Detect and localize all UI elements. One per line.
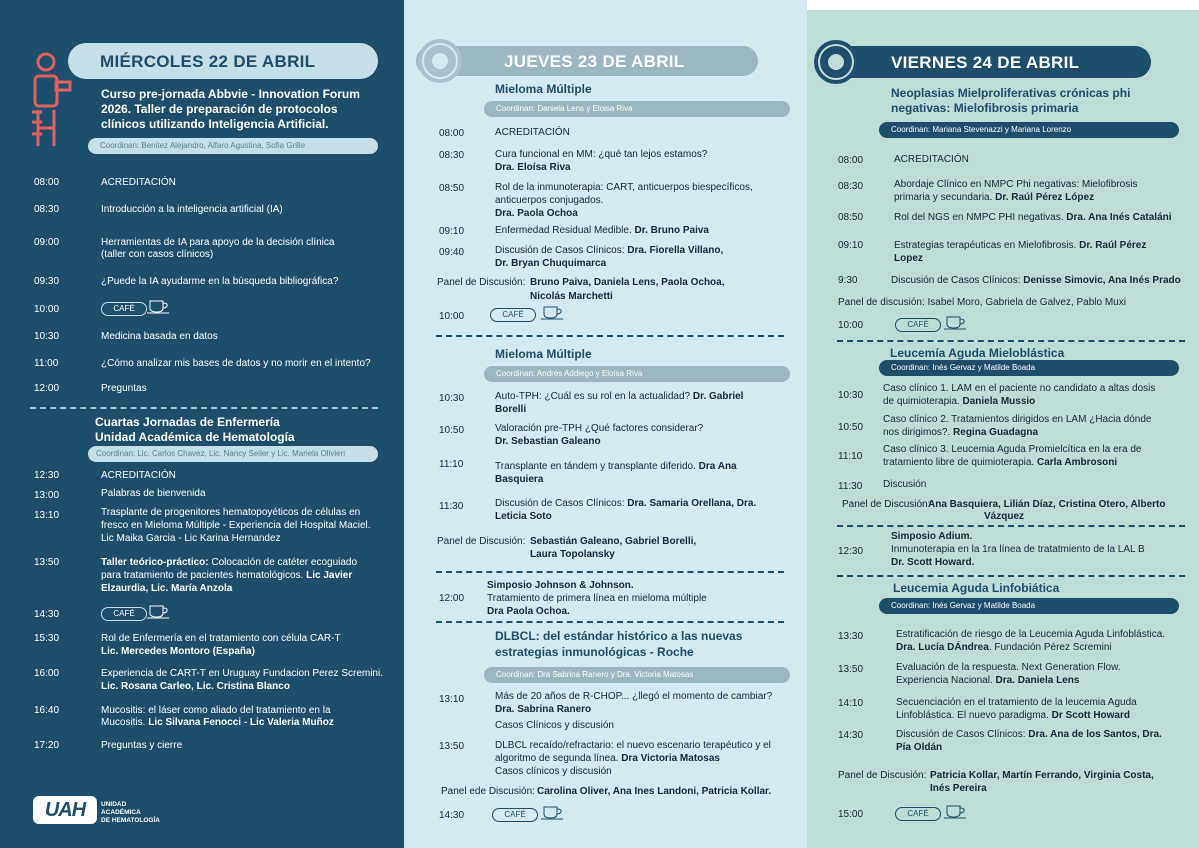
session-text: Mucositis: el láser como aliado del tratamiento en la	[101, 705, 331, 716]
wednesday-column	[0, 0, 404, 848]
time: 08:00	[439, 128, 465, 139]
speaker: Dra. Lucía DÁndrea	[896, 642, 989, 653]
logo-text-1: UNIDAD	[101, 801, 127, 808]
session-text: Casos Clínicos y discusión	[495, 720, 614, 731]
speaker: Dr. Gabriel	[690, 391, 744, 402]
speaker: Borelli	[495, 404, 527, 415]
time: 13:00	[34, 490, 60, 501]
session-text	[101, 557, 357, 570]
time: 08:50	[838, 212, 864, 223]
symposium-title: Simposio Adium.	[891, 531, 973, 542]
time: 10:50	[439, 425, 465, 436]
session-text: Lic Maika Garcia - Lic Karina Hernandez	[101, 533, 281, 544]
uah-logo: UAH	[33, 796, 97, 824]
session-text: algoritmo de segunda línea.	[495, 753, 619, 764]
divider	[837, 340, 1185, 342]
session-text: Herramientas de IA para apoyo de la decisión clínica	[101, 237, 335, 248]
time: 08:00	[838, 155, 864, 166]
session-text: DLBCL recaído/refractario: el nuevo escenario terapéutico y el	[495, 740, 771, 751]
session-text: Discusión de Casos Clínicos:	[891, 275, 1021, 286]
panel-members: Patricia Kollar, Martín Ferrando, Virginia Costa,	[930, 770, 1154, 781]
session-text	[896, 729, 1162, 742]
time: 09:30	[34, 276, 60, 287]
session-text: ¿Puede la IA ayudarme en la búsqueda bibliográfica?	[101, 276, 339, 287]
session-text: Medicina basada en datos	[101, 331, 218, 342]
session-text: Caso clínico 3. Leucemia Aguda Promielcítica en la era de	[883, 444, 1142, 455]
divider	[436, 335, 784, 337]
speaker: Lic Silvana Fenocci - Lic Valeria Muñoz	[145, 717, 334, 728]
session-text: Enfermedad Residual Medible.	[495, 225, 632, 236]
coordinators: Coordinan: Daniela Lens y Eloisa Riva	[496, 104, 633, 113]
session-text: Discusión de Casos Clínicos:	[495, 498, 625, 509]
speaker: Dra. Ana Inés Cataláni	[1063, 212, 1172, 223]
session-text	[896, 710, 1130, 723]
speaker: Lic Javier	[303, 570, 353, 581]
time: 09:00	[34, 237, 60, 248]
panel-members: Inés Pereira	[930, 783, 987, 794]
panel-label: Panel ede Discusión:	[441, 786, 535, 797]
time: 16:40	[34, 705, 60, 716]
time: 9:30	[838, 275, 858, 286]
session-text: ACREDITACIÓN	[894, 154, 969, 165]
speaker: Leticia Soto	[495, 511, 552, 522]
session-text: tratamiento libre de quimioterapia.	[883, 457, 1035, 468]
section-title: negativas: Mielofibrosis primaria	[891, 101, 1079, 115]
speaker: Basquiera	[495, 474, 544, 485]
day-title: JUEVES 23 DE ABRIL	[504, 52, 685, 71]
time: 13:50	[439, 741, 465, 752]
time: 11:10	[838, 451, 863, 462]
panel-discussion	[838, 297, 1126, 310]
course-title-3: clínicos utilizando Inteligencia Artificial.	[101, 117, 329, 131]
speaker: Dr Scott Howard	[1048, 710, 1130, 721]
session-text: ¿Cómo analizar mis bases de datos y no morir en el intento?	[101, 358, 371, 369]
logo-text-3: DE HEMATOLOGÍA	[101, 817, 160, 824]
time: 10:00	[439, 311, 465, 322]
session-text: Preguntas	[101, 383, 147, 394]
session-text: Valoración pre-TPH ¿Qué factores considerar?	[495, 423, 704, 434]
section-title: DLBCL: del estándar histórico a las nuevas	[495, 629, 743, 643]
time: 15:30	[34, 633, 60, 644]
divider	[436, 621, 784, 623]
divider	[30, 407, 378, 409]
session-text: Linfoblástica. El nuevo paradigma.	[896, 710, 1049, 721]
session-text: Estrategias terapéuticas en Mielofibrosis.	[894, 240, 1077, 251]
session-text: Experiencia de CART-T en Uruguay Fundacion Perez Scremini.	[101, 668, 383, 679]
time: 13:50	[34, 557, 60, 568]
session-text: ACREDITACIÓN	[495, 127, 570, 138]
coordinators: Coordinan: Inés Gervaz y Matilde Boada	[891, 601, 1036, 610]
session-text: Auto-TPH: ¿Cuál es su rol en la actualidad?	[495, 391, 691, 402]
session-text: Evaluación de la respuesta. Next Generation Flow.	[896, 662, 1121, 673]
session-text: Estratificación de riesgo de la Leucemia Aguda Linfoblástica.	[896, 629, 1166, 640]
session-text: . Fundación Pérez Scremini	[988, 642, 1112, 653]
time: 14:30	[34, 609, 60, 620]
speaker: Lic. Rosana Carleo, Lic. Cristina Blanco	[101, 681, 290, 692]
speaker: Lopez	[894, 253, 923, 264]
time: 08:00	[34, 177, 60, 188]
session-text: Abordaje Clínico en NMPC Phi negativas: Mielofibrosis	[894, 179, 1138, 190]
symposium-text: Tratamiento de primera línea en mieloma múltiple	[487, 593, 707, 604]
time: 12:00	[34, 383, 60, 394]
time: 10:30	[838, 390, 864, 401]
session-text: Secuenciación en el tratamiento de la leucemia Aguda	[896, 697, 1137, 708]
workshop-text: para tratamiento de pacientes hematológicos.	[101, 570, 304, 581]
session-text	[896, 642, 1112, 655]
section-title: estrategias inmunológicas - Roche	[495, 645, 694, 659]
session-text: Discusión de Casos Clínicos:	[495, 245, 625, 256]
cafe-badge: CAFÉ	[490, 308, 536, 322]
speaker: Regina Guadagna	[950, 427, 1039, 438]
speaker: Dra. Fiorella Villano,	[624, 245, 724, 256]
session-text: (taller con casos clínicos)	[101, 249, 214, 260]
time: 12:00	[439, 593, 465, 604]
session-text: Caso clínico 2. Tratamientos dirigidos en LAM ¿Hacia dónde	[883, 414, 1152, 425]
time: 14:30	[838, 730, 864, 741]
speaker: Daniela Mussio	[959, 396, 1036, 407]
session-text: Más de 20 años de R-CHOP... ¿llegó el momento de cambiar?	[495, 691, 773, 702]
nursing-title-1: Cuartas Jornadas de Enfermería	[95, 415, 280, 429]
time: 13:50	[838, 664, 864, 675]
panel-label: Panel de Discusión:	[838, 770, 927, 781]
speaker: Dr. Bryan Chuquimarca	[495, 258, 607, 269]
speaker: Dra Ana	[695, 461, 737, 472]
speaker: Lic. Mercedes Montoro (España)	[101, 646, 255, 657]
time: 09:40	[439, 247, 465, 258]
panel-members: Ana Basquiera, Lilián Díaz, Cristina Otero, Alberto	[928, 499, 1166, 510]
session-text	[883, 457, 1117, 470]
cafe-badge: CAFÉ	[492, 808, 538, 822]
coffee-cup-icon	[146, 298, 170, 314]
session-text	[896, 675, 1079, 688]
time: 11:30	[838, 481, 863, 492]
session-text: de quimioterapia.	[883, 396, 960, 407]
speaker: Dra. Ana de los Santos, Dra.	[1025, 729, 1162, 740]
workshop-label: Taller teórico-práctico:	[101, 557, 209, 568]
panel-members: Isabel Moro, Gabriela de Galvez, Pablo Muxi	[927, 297, 1126, 308]
coordinators: Coordinan: Mariana Stevenazzi y Mariana Lorenzo	[891, 125, 1072, 134]
time: 08:30	[439, 150, 465, 161]
section-title: Leucemia Aguda Linfobiática	[893, 581, 1060, 595]
panel-members: Nicolás Marchetti	[530, 291, 613, 302]
logo-text-2: ACADÉMICA	[101, 809, 141, 816]
session-text	[101, 570, 352, 583]
course-title-1: Curso pre-jornada Abbvie - Innovation Forum	[101, 87, 360, 101]
session-text: Discusión de Casos Clínicos:	[896, 729, 1026, 740]
session-text	[495, 245, 723, 258]
speaker: Elzaurdia, Lic. María Anzola	[101, 583, 233, 594]
session-text: Rol de la inmunoterapia: CART, anticuerpos biespecíficos,	[495, 182, 753, 193]
coffee-cup-icon	[540, 304, 564, 320]
top-strip	[807, 0, 1199, 10]
symposium-text: Inmunoterapia en la 1ra línea de tratatmiento de la LAL B	[891, 544, 1145, 555]
day-circle-icon	[416, 37, 464, 85]
divider	[436, 571, 784, 573]
session-text	[894, 240, 1146, 253]
time: 10:50	[838, 422, 864, 433]
time: 09:10	[439, 226, 465, 237]
cafe-badge: CAFÉ	[101, 607, 147, 621]
cafe-badge: CAFÉ	[895, 318, 941, 332]
session-text: Trasplante de progenitores hematopoyéticos de células en	[101, 507, 361, 518]
speaker: Dra. Paola Ochoa	[495, 208, 578, 219]
session-text: Introducción a la inteligencia artificial (IA)	[101, 204, 283, 215]
panel-members: Sebastián Galeano, Gabriel Borelli,	[530, 536, 697, 547]
day-circle-icon	[812, 38, 860, 86]
time: 11:00	[34, 358, 59, 369]
session-text: fresco en Mieloma Múltiple - Experiencia del Hospital Maciel.	[101, 520, 371, 531]
session-text: Rol del NGS en NMPC PHI negativas.	[894, 212, 1064, 223]
speaker: Denisse Simovic, Ana Inés Prado	[1020, 275, 1181, 286]
time: 09:10	[838, 240, 864, 251]
course-title-2: 2026. Taller de preparación de protocolos	[101, 102, 338, 116]
session-text: primaria y secundaria.	[894, 192, 993, 203]
friday-column	[807, 0, 1199, 848]
session-text: Transplante en tándem y transplante diferido.	[495, 461, 696, 472]
panel-label: Panel de discusión:	[838, 297, 925, 308]
time: 08:30	[838, 181, 864, 192]
panel-label: Panel de Discusión:	[437, 277, 526, 288]
speaker: Carla Ambrosoni	[1034, 457, 1118, 468]
session-text: nos dirigimos?.	[883, 427, 951, 438]
divider	[837, 575, 1185, 577]
session-text: Cura funcional en MM: ¿qué tan lejos estamos?	[495, 149, 708, 160]
nursing-title-2: Unidad Académica de Hematología	[95, 430, 295, 444]
time: 14:10	[838, 698, 864, 709]
speaker: Pía Oldán	[896, 742, 943, 753]
session-text: Preguntas y cierre	[101, 740, 183, 751]
day-title: MIÉRCOLES 22 DE ABRIL	[100, 52, 316, 71]
speaker: Dra Victoria Matosas	[618, 753, 720, 764]
time: 12:30	[838, 546, 864, 557]
session-text	[883, 396, 1035, 409]
session-text: Experiencia Nacional.	[896, 675, 993, 686]
speaker: Dr. Bruno Paiva	[631, 225, 709, 236]
cafe-badge: CAFÉ	[895, 807, 941, 821]
time: 11:10	[439, 459, 464, 470]
session-text: Casos clínicos y discusión	[495, 766, 612, 777]
thursday-column	[404, 0, 807, 848]
session-text: Discusión	[883, 479, 927, 490]
speaker: Dra. Daniela Lens	[992, 675, 1080, 686]
coffee-cup-icon	[540, 804, 564, 820]
session-text	[495, 753, 720, 766]
session-text: anticuerpos conjugados.	[495, 195, 604, 206]
coffee-cup-icon	[943, 314, 967, 330]
speaker: Dra. Sabrina Ranero	[495, 704, 592, 715]
coordinators: Coordinan: Inés Gervaz y Matilde Boada	[891, 363, 1036, 372]
coffee-cup-icon	[943, 803, 967, 819]
session-text	[891, 275, 1181, 288]
session-text: ACREDITACIÓN	[101, 470, 176, 481]
panel-label: Panel de Discusión:	[842, 499, 931, 510]
time: 08:30	[34, 204, 60, 215]
time: 10:30	[34, 331, 60, 342]
panel-members: Carolina Oliver, Ana Ines Landoni, Patricia Kollar.	[537, 786, 772, 797]
section-title: Mieloma Múltiple	[495, 347, 592, 361]
section-title: Mieloma Múltiple	[495, 82, 592, 96]
coordinators: Coordinan: Andrés Addiego y Eloísa Riva	[496, 369, 643, 378]
session-text	[495, 498, 756, 511]
panel-label: Panel de Discusión:	[437, 536, 526, 547]
nursing-coordinators: Coordinan: Lic. Carlos Chavez, Lic. Nancy Seiler y Lic. Mariela Olivieri	[96, 449, 345, 458]
symposium-title: Simposio Johnson & Johnson.	[487, 580, 634, 591]
time: 10:00	[34, 304, 60, 315]
divider	[837, 525, 1185, 527]
session-text	[894, 212, 1172, 225]
session-text: Caso clínico 1. LAM en el paciente no candidato a altas dosis	[883, 383, 1156, 394]
session-text	[894, 192, 1094, 205]
coordinators: Coordinan: Dra Sabrina Ranero y Dra. Victoria Matosas	[496, 670, 694, 679]
session-text: Mucositis.	[101, 717, 146, 728]
course-coordinators: Coordinan: Benitez Alejandro, Alfaro Agustina, Sofia Grille	[100, 141, 306, 150]
speaker: Dra. Eloísa Riva	[495, 162, 571, 173]
time: 10:00	[838, 320, 864, 331]
speaker: Dr. Raúl Pérez López	[992, 192, 1095, 203]
time: 11:30	[439, 501, 464, 512]
time: 15:00	[838, 809, 864, 820]
session-text: Palabras de bienvenida	[101, 488, 206, 499]
time: 13:10	[34, 510, 60, 521]
section-title: Neoplasias Mielproliferativas crónicas phi	[891, 86, 1131, 100]
time: 14:30	[439, 810, 465, 821]
session-text: Rol de Enfermería en el tratamiento con célula CAR-T	[101, 633, 341, 644]
session-text	[495, 391, 743, 404]
speaker: Dra Paola Ochoa.	[487, 606, 570, 617]
time: 16:00	[34, 668, 60, 679]
time: 13:30	[838, 631, 864, 642]
speaker: Dr. Scott Howard.	[891, 557, 975, 568]
session-text	[101, 717, 334, 730]
day-title: VIERNES 24 DE ABRIL	[891, 53, 1080, 72]
speaker: Dr. Raúl Pérez	[1076, 240, 1147, 251]
session-text: ACREDITACIÓN	[101, 177, 176, 188]
time: 12:30	[34, 470, 60, 481]
panel-members: Vázquez	[984, 511, 1025, 522]
coffee-cup-icon	[146, 603, 170, 619]
time: 13:10	[439, 694, 465, 705]
speaker: Dra. Samaria Orellana, Dra.	[624, 498, 757, 509]
session-text	[495, 225, 709, 238]
workshop-text: Colocación de catéter ecoguiado	[208, 557, 358, 568]
presenter-icon	[30, 52, 72, 152]
panel-members: Bruno Paiva, Daniela Lens, Paola Ochoa,	[530, 277, 725, 288]
section-title: Leucemía Aguda Mieloblástica	[890, 346, 1065, 360]
cafe-badge: CAFÉ	[101, 302, 147, 316]
time: 08:50	[439, 183, 465, 194]
panel-members: Laura Topolansky	[530, 549, 615, 560]
time: 17:20	[34, 740, 60, 751]
time: 10:30	[439, 393, 465, 404]
session-text	[883, 427, 1038, 440]
session-text	[495, 461, 737, 474]
speaker: Dr. Sebastian Galeano	[495, 436, 601, 447]
